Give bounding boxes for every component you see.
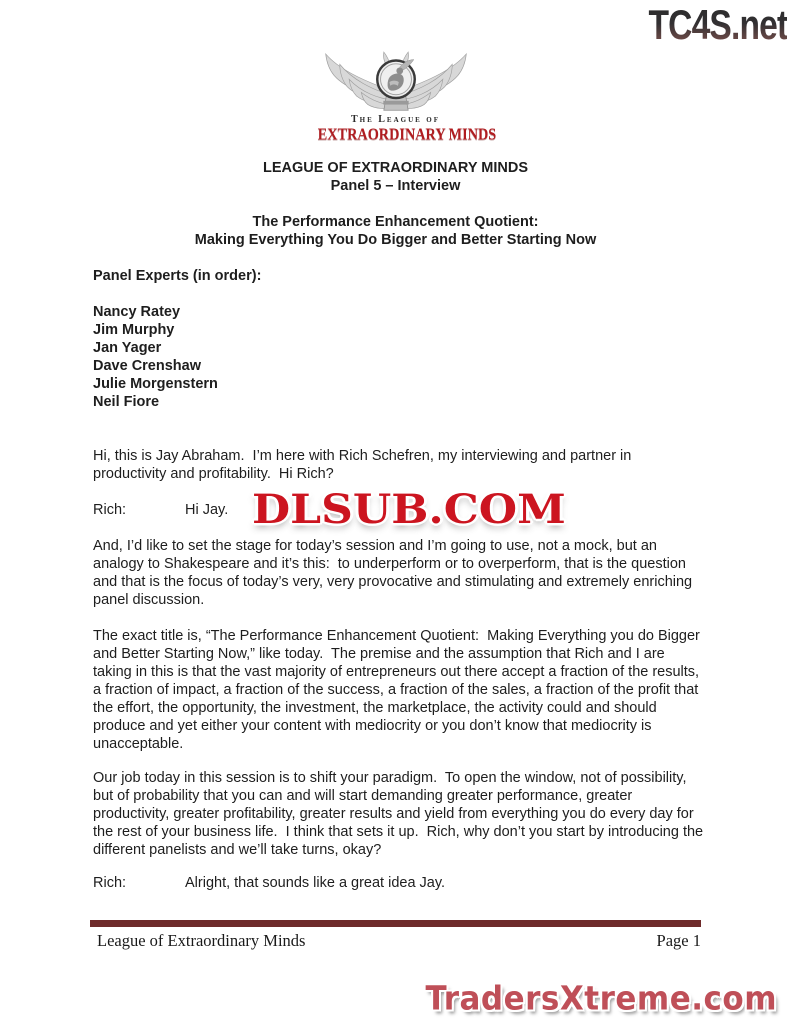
panel-experts-heading: Panel Experts (in order): (93, 268, 262, 284)
panel-experts-list (93, 303, 707, 411)
logo-text-small: The League of (350, 114, 441, 125)
panelist-name: Neil Fiore (93, 394, 160, 410)
page-number: Page 1 (656, 931, 701, 950)
paragraph: And, I’d like to set the stage for today’s session and I’m going to use, not a mock, but an analogy to Shakespeare and it’s this: to underperform or to overperform, that is the question and that is the focus of today’s very, very provocative and stimulating and extremely enriching panel discussion. (93, 538, 697, 608)
panelist-name: Nancy Ratey (93, 304, 181, 320)
dialogue-speaker: Rich: (93, 875, 127, 891)
tc4s-watermark: TC4S.net (648, 2, 787, 49)
doc-title-line1: LEAGUE OF EXTRAORDINARY MINDS (262, 160, 529, 176)
dialogue-text: Hi Jay. (185, 502, 229, 518)
panelist-name: Julie Morgenstern (93, 376, 218, 392)
panelist-name: Dave Crenshaw (93, 358, 201, 374)
dlsub-watermark: DLSUB.COM (252, 486, 566, 533)
panelist-name: Jan Yager (93, 340, 162, 356)
winged-thinker-emblem-icon (311, 50, 481, 116)
footer (97, 931, 701, 951)
footer-rule (90, 920, 701, 927)
dialogue-line (93, 874, 707, 892)
paragraph: Our job today in this session is to shift your paradigm. To open the window, not of possibility, but of probability that you can and will start demanding greater performance, greater productivity, greater profitability, greater results and yield from everything you do every day for the rest of your business life. I think that sets it up. Rich, why don’t you start by introducing the different panelists and we’ll take turns, okay? (93, 770, 708, 858)
tradersxtreme-watermark: TradersXtreme.com (425, 980, 777, 1018)
footer-title: League of Extraordinary Minds (97, 931, 306, 950)
panelist-name: Jim Murphy (93, 322, 175, 338)
paragraph: Hi, this is Jay Abraham. I’m here with Rich Schefren, my interviewing and partner in productivity and profitability. Hi Rich? (93, 448, 636, 482)
dialogue-text: Alright, that sounds like a great idea Jay. (185, 875, 446, 891)
logo-text-main: EXTRAORDINARY MINDS (317, 125, 496, 144)
doc-subtitle-line1: The Performance Enhancement Quotient: (252, 214, 539, 230)
dialogue-speaker: Rich: (93, 502, 127, 518)
title-block (0, 159, 791, 249)
doc-title-line2: Panel 5 – Interview (330, 178, 461, 194)
league-logo (311, 50, 496, 144)
doc-subtitle-line2: Making Everything You Do Bigger and Better Starting Now (194, 232, 597, 248)
paragraph: The exact title is, “The Performance Enhancement Quotient: Making Everything you do Bigger and Better Starting Now,” like today. The premise and the assumption that Rich and I are taking in this is that the vast majority of entrepreneurs out there accept a fraction of the results, a fraction of impact, a fraction of the success, a fraction of the sales, a fraction of the profit that the effort, the opportunity, the investment, the marketplace, the activity could and should produce and yet either your content with mediocrity or you don’t know that mediocrity is unacceptable. (93, 628, 704, 752)
